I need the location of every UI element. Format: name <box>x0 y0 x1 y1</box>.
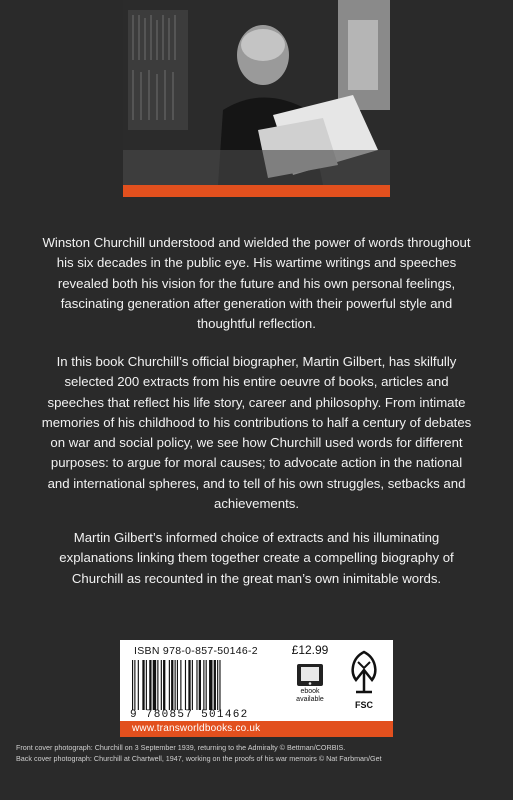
publisher-url[interactable]: www.transworldbooks.co.uk <box>132 723 261 734</box>
barcode-bar <box>203 660 204 710</box>
barcode-bar <box>169 660 170 710</box>
barcode-bar <box>185 660 186 710</box>
photo-illustration <box>123 0 390 185</box>
price-label: £12.99 <box>291 643 329 657</box>
front-cover-credit: Front cover photograph: Churchill on 3 September 1939, returning to the Admiralty © Bettman/CORBIS. <box>16 743 346 752</box>
barcode-digits: 9 780857 501462 <box>130 709 249 721</box>
barcode-bar <box>161 660 162 710</box>
barcode-bar <box>214 660 216 710</box>
ebook-available-label <box>285 688 335 704</box>
blurb-paragraph-3: Martin Gilbert’s informed choice of extracts and his illuminating explanations linking them together create a compelling biography of Churchill as recounted in the great man’s own inimitable words. <box>59 530 454 586</box>
barcode-bar <box>171 660 173 710</box>
blurb-paragraph-1: Winston Churchill understood and wielded the power of words throughout his six decades in the public eye. His wartime writings and speeches revealed both his vision for the future and his own personal feelings, fascinating generation after generation with their powerful style and thoughtful reflection. <box>42 235 471 332</box>
barcode-bar <box>146 660 147 710</box>
barcode-bar <box>134 660 135 710</box>
barcode-bar <box>206 660 207 710</box>
barcode-bar <box>177 660 178 710</box>
barcode-bar <box>199 660 201 710</box>
ebook-line-2: available <box>296 696 324 703</box>
barcode-panel <box>120 640 393 737</box>
barcode-bar <box>149 660 151 710</box>
barcode-bar <box>175 660 176 710</box>
barcode-bar <box>209 660 212 710</box>
isbn-label: ISBN 978-0-857-50146-2 <box>134 645 258 657</box>
barcode-bar <box>192 660 193 710</box>
barcode-bar <box>188 660 190 710</box>
ebook-icon <box>295 662 325 688</box>
barcode-bar <box>219 660 220 710</box>
barcode-bar <box>142 660 144 710</box>
barcode-bar <box>180 660 181 710</box>
barcode-bar <box>217 660 218 710</box>
barcode-bar <box>163 660 165 710</box>
photo-accent-bar <box>123 185 390 197</box>
barcode-bar <box>132 660 133 710</box>
author-photo <box>123 0 390 185</box>
barcode-bar <box>157 660 158 710</box>
barcode-bar <box>138 660 139 710</box>
ebook-line-1: ebook <box>300 688 320 695</box>
barcode-bar <box>196 660 197 710</box>
barcode-bar <box>153 660 156 710</box>
barcode-icon <box>130 660 282 710</box>
publisher-url-bar <box>120 721 393 737</box>
fsc-tree-icon <box>342 648 386 700</box>
fsc-label: FSC <box>355 700 373 710</box>
back-cover-credit: Back cover photograph: Churchill at Chartwell, 1947, working on the proofs of his war memoirs © Nat Farbman/Get <box>16 754 382 763</box>
blurb-paragraph-2: In this book Churchill’s official biographer, Martin Gilbert, has skilfully selected 200 extracts from his entire oeuvre of books, articles and speeches that reflect his life story, career and philosophy. From intimate memories of his childhood to his contributions to half a century of debates on war and social policy, we see how Churchill used words for different purposes: to argue for moral causes; to advocate action in the national and international spheres, and to tell of his own struggles, setbacks and achievements. <box>41 354 472 512</box>
